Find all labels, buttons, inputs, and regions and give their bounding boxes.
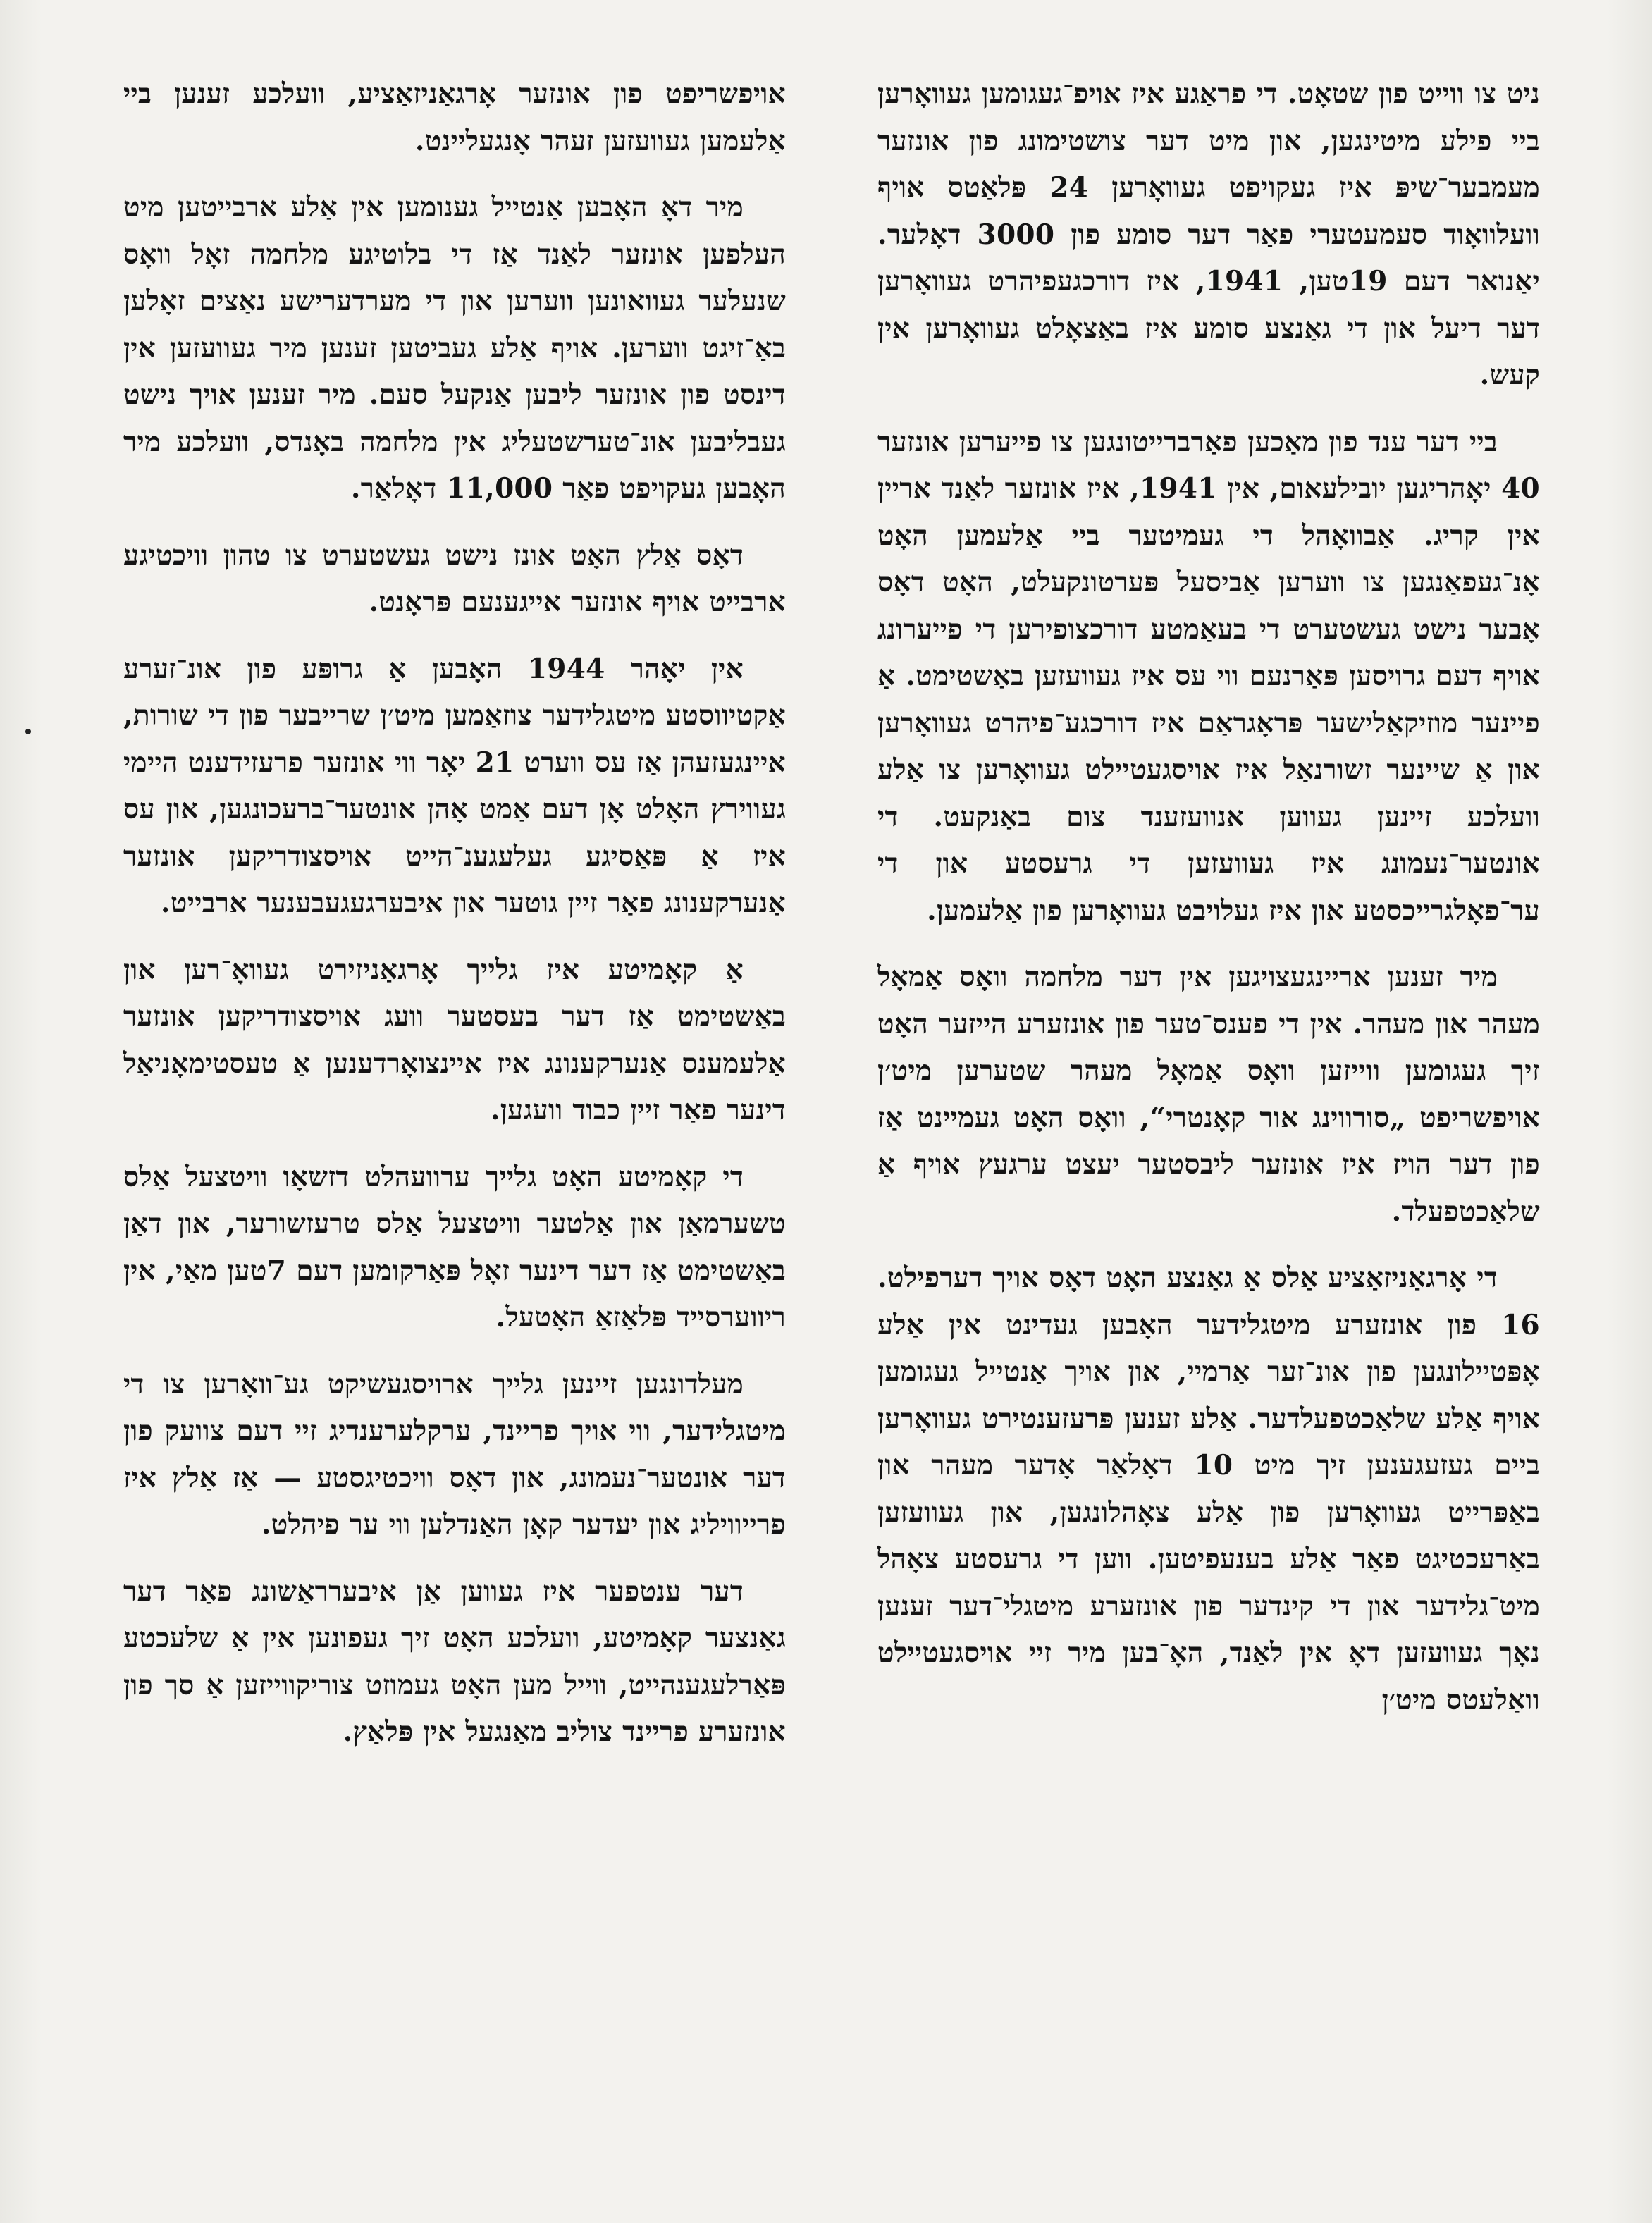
left-column	[123, 70, 786, 2171]
paragraph: אויפשריפט פון אונזער אָרגאַניזאַציע, וועלכע זענען ביי אַלעמען געוועזען זעהר אָנגעליינט.	[123, 78, 786, 157]
ink-speck	[25, 729, 31, 734]
paragraph: דאָס אַלץ האָט אונז נישט געשטערט צו טהון וויכטיגע ארבייט אויף אונזער אייגענעם פּראָנט.	[123, 538, 786, 618]
paragraph: מיר דאָ האָבען אַנטייל גענומען אין אַלע ארבייטען מיט העלפען אונזער לאַנד אַז די בלוטיגע מלחמה זאָל וואָס שנעלער געוואונען ווערען און די מערדערישע נאַצים זאָלען באַ־זיגט ווערען. אויף אַלע געביטען זענען מיר געוועזען אין דינסט פון אונזער ליבען אַנקעל סעם. מיר זענען אויך נישט געבליבען אונ־טערשטעליג אין מלחמה באָנדס, וועלכע מיר האָבען געקויפט פאַר 11,000 דאָלאַר.	[123, 191, 786, 505]
paragraph: ניט צו ווייט פון שטאָט. די פראַגע איז אויפ־געגומען געוואָרען ביי פילע מיטינגען, און מיט דער צושטימונג פון אונזער מעמבער־שיפּ איז געקויפט געוואָרען 24 פּלאַטס אויף וועלוואָוד סעמעטערי פאַר דער סומע פון 3000 דאָלער. יאַנואר דעם 19טען, 1941, איז דורכגעפיהרט געוואָרען דער דיעל און די גאַנצע סומע איז באַצאָלט געוואָרען אין קעש.	[877, 78, 1540, 391]
paragraph: אין יאָהר 1944 האָבען אַ גרופּע פון אונ־זערע אַקטיווסטע מיטגלידער צוזאַמען מיט׳ן שרייבער פון די שורות, איינגעזעהן אַז עס ווערט 21 יאָר ווי אונזער פרעזידענט היימי געווירץ האָלט אָן דעם אַמט אָהן אונטער־ברעכונגען, און עס איז אַ פּאַסיגע געלעגענ־הייט אויסצודריקען אונזער אַנערקענונג פאַר זיין גוטער און איבערגעגעבענער ארבייט.	[123, 652, 786, 919]
right-column	[877, 70, 1540, 2171]
paragraph: די אָרגאַניזאַציע אַלס אַ גאַנצע האָט דאָס אויך דערפילט. 16 פון אונזערע מיטגלידער האָבען געדינט אין אַלע אָפּטיילונגען פון אונ־זער אַרמיי, און אויך אַנטייל געגומען אויף אַלע שלאַכטפעלדער. אַלע זענען פּרעזענטירט געוואָרען ביים געזעגענען זיך מיט 10 דאָלאַר אָדער מעהר און באַפּרייט געוואָרען פון אַלע צאָהלונגען, און געוועזען באַרעכטיגט פאַר אַלע בענעפיטען. ווען די גרעסטע צאָהל מיט־גלידער און די קינדער פון אונזערע מיטגלי־דער זענען נאָך געוועזען דאָ אין לאַנד, האָ־בען מיר זיי אויסגעטיילט וואַלעטס מיט׳ן	[877, 1262, 1540, 1716]
paragraph: מעלדונגען זיינען גלייך ארויסגעשיקט גע־וואָרען צו די מיטגלידער, ווי אויך פריינד, ערקלערענדיג זיי דעם צוועק פון דער אונטער־נעמונג, און דאָס וויכטיגסטע — אַז אַלץ איז פרייוויליג און יעדער קאָן האַנדלען ווי ער פיהלט.	[123, 1367, 786, 1541]
paragraph: די קאָמיטע האָט גלייך ערוועהלט דזשאָו וויטצעל אַלס טשערמאַן און אַלטער וויטצעל אַלס טרעזשורער, און דאַן באַשטימט אַז דער דינער זאָל פּאַרקומען דעם 7טען מאַי, אין ריווערסייד פּלאַזאַ האָטעל.	[123, 1160, 786, 1334]
paragraph: אַ קאָמיטע איז גלייך אָרגאַניזירט געוואָ־רען און באַשטימט אַז דער בעסטער וועג אויסצודריקען אונזער אַלעמענס אַנערקענונג איז איינצואָרדענען אַ טעסטימאָניאַל דינער פאַר זיין כבוד וועגען.	[123, 953, 786, 1126]
paragraph: מיר זענען אריינגעצויגען אין דער מלחמה וואָס אַמאָל מעהר און מעהר. אין די פענס־טער פון אונזערע הייזער האָט זיך געגומען ווייזען וואָס אַמאָל מעהר שטערען מיט׳ן אויפשריפט „סורווינג אור קאָנטרי“, וואָס האָט געמיינט אַז פון דער הויז איז אונזער ליבסטער יעצט ערגעץ אויף אַ שלאַכטפעלד.	[877, 961, 1540, 1228]
paragraph: ביי דער ענד פון מאַכען פאַרברייטונגען צו פייערען אונזער 40 יאָהריגען יובילעאום, אין 1941, איז אונזער לאַנד אריין אין קריג. אַבוואָהל די געמיטער ביי אַלעמען האָט אָנ־געפאַנגען צו ווערען אַביסעל פּערטונקעלט, האָט דאָס אָבער נישט געשטערט די בעאַמטע דורכצופירען די פייערונג אויף דעם גרויסען פּאַרנעם ווי עס איז געוועזען באַשטימט. אַ פיינער מוזיקאַלישער פּראָגראַם איז דורכגע־פיהרט געוואָרען און אַ שיינער זשורנאַל איז אויסגעטיילט געוואָרען צו אַלע וועלכע זיינען געווען אנוועזענד צום באַנקעט. די אונטער־נעמונג איז געוועזען די גרעסטע און די ער־פאָלגרייכסטע און איז געלויבט געוואָרען פון אַלעמען.	[877, 425, 1540, 927]
paragraph: דער ענטפער איז געווען אַן איבערראַשונג פאַר דער גאַנצער קאָמיטע, וועלכע האָט זיך געפונען אין אַ שלעכטע פּאַרלעגענהייט, ווייל מען האָט געמוזט צוריקווייזען אַ סך פון אונזערע פריינד צוליב מאַנגעל אין פּלאַץ.	[123, 1575, 786, 1748]
